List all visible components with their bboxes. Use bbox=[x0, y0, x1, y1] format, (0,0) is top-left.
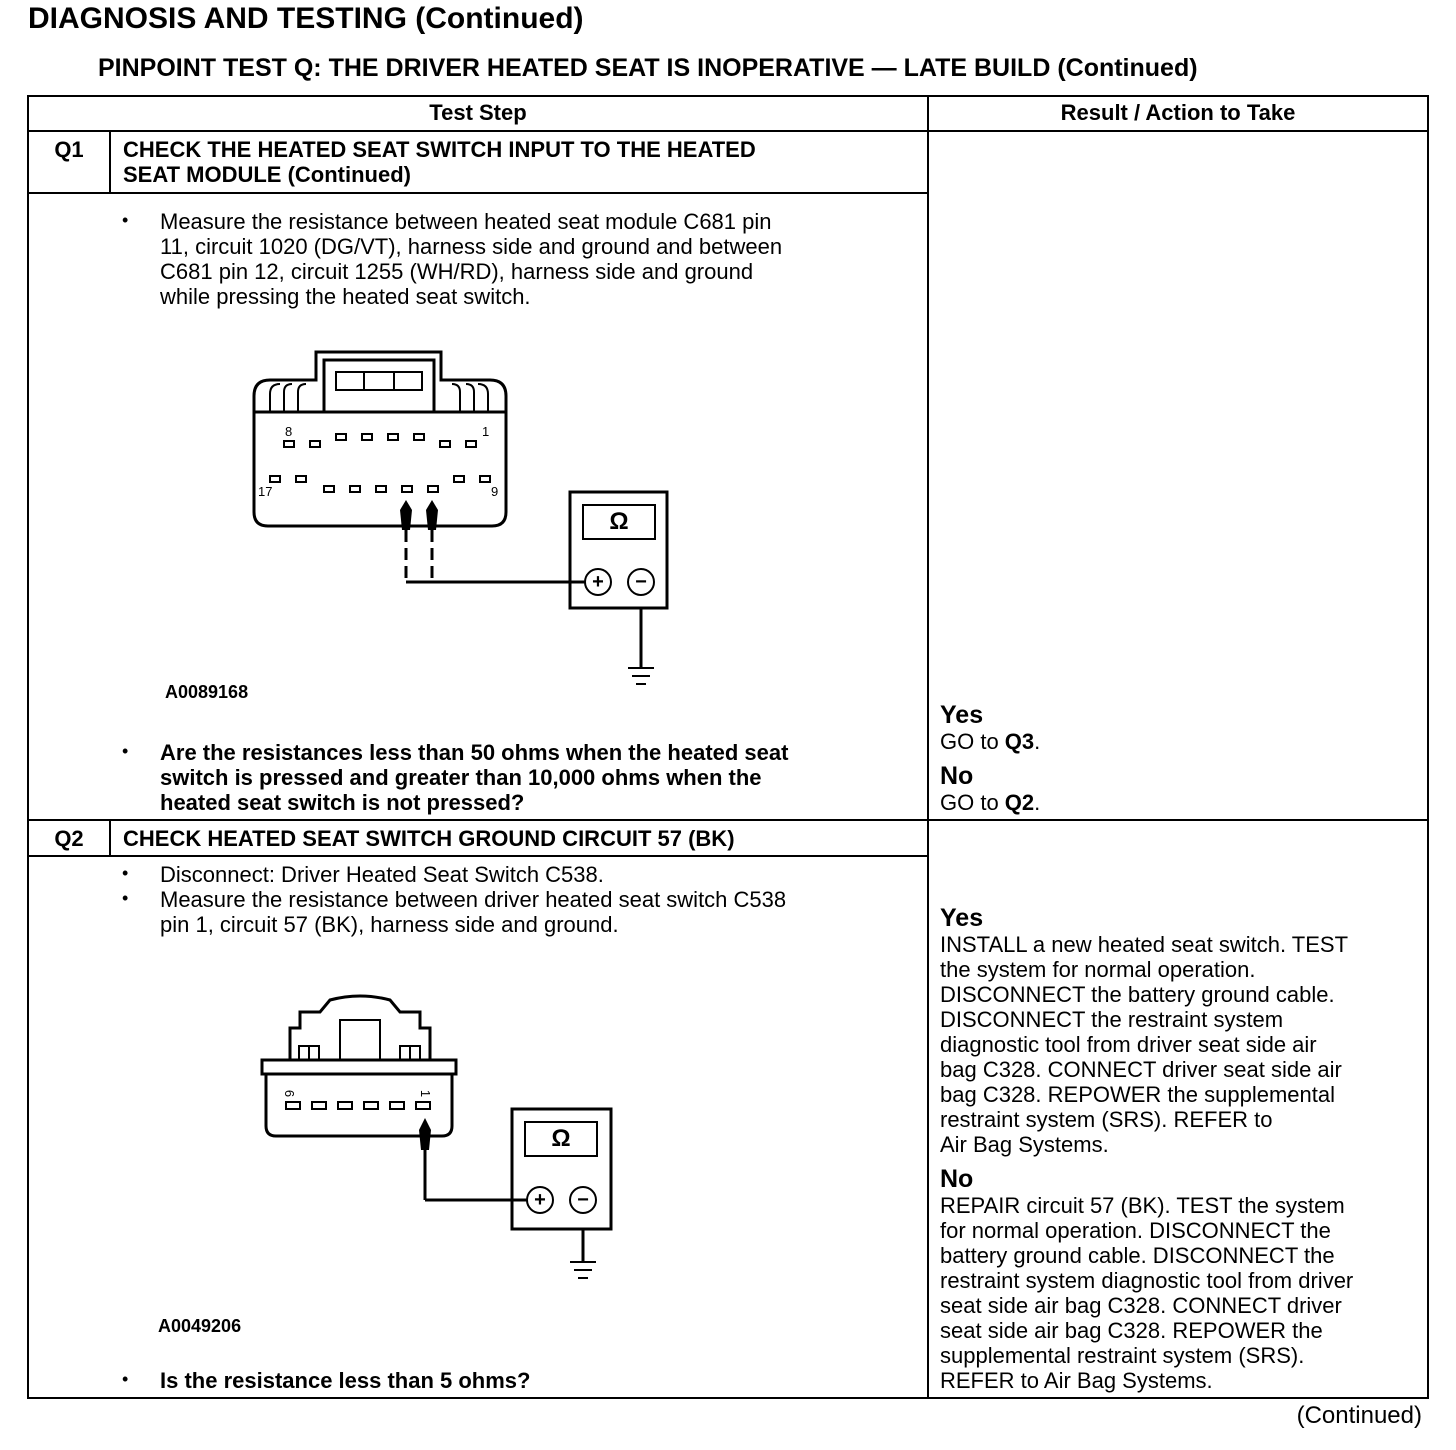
figure-id-q2: A0049206 bbox=[158, 1316, 242, 1336]
q2-yes-line: bag C328. CONNECT driver seat side air bbox=[940, 1057, 1342, 1082]
ohm-symbol: Ω bbox=[551, 1125, 571, 1152]
q2-yes-action bbox=[940, 932, 1348, 1157]
q2-yes-line: INSTALL a new heated seat switch. TEST bbox=[940, 932, 1349, 957]
pin-label-6: 6 bbox=[282, 1089, 298, 1098]
bullet: • bbox=[122, 741, 129, 761]
q2-yes-label: Yes bbox=[940, 904, 984, 932]
pin-label-8: 8 bbox=[285, 424, 293, 439]
q2-no-line: seat side air bag C328. CONNECT driver bbox=[940, 1293, 1342, 1318]
pinpoint-test-title: PINPOINT TEST Q: THE DRIVER HEATED SEAT IS INOPERATIVE — LATE BUILD (Continued) bbox=[98, 54, 1198, 82]
plus-terminal: + bbox=[534, 1189, 546, 1211]
column-header-test-step: Test Step bbox=[429, 100, 527, 125]
step-id-q2: Q2 bbox=[54, 826, 84, 851]
pin-label-1: 1 bbox=[418, 1089, 434, 1098]
pin-label-9: 9 bbox=[491, 484, 499, 499]
q2-no-line: REFER to Air Bag Systems. bbox=[940, 1368, 1213, 1393]
figure-id-q1: A0089168 bbox=[165, 682, 249, 702]
q1-yes-end: . bbox=[1034, 729, 1041, 754]
q2-no-line: restraint system diagnostic tool from driver bbox=[940, 1268, 1354, 1293]
q1-yes-label: Yes bbox=[940, 701, 984, 729]
q1-yes-go: GO to bbox=[940, 729, 1005, 754]
q2-yes-line: Air Bag Systems. bbox=[940, 1132, 1109, 1157]
q2-no-line: for normal operation. DISCONNECT the bbox=[940, 1218, 1331, 1243]
q2-no-line: battery ground cable. DISCONNECT the bbox=[940, 1243, 1335, 1268]
q1-no-target-link[interactable]: Q2 bbox=[1004, 790, 1035, 815]
q1-instruction-line2: 11, circuit 1020 (DG/VT), harness side and ground and between bbox=[160, 234, 783, 259]
bullet: • bbox=[122, 863, 129, 883]
minus-terminal: − bbox=[577, 1189, 589, 1211]
q1-instruction-line3: C681 pin 12, circuit 1255 (WH/RD), harness side and ground bbox=[160, 259, 754, 284]
column-header-result: Result / Action to Take bbox=[1060, 100, 1296, 125]
q1-instruction-line1: Measure the resistance between heated seat module C681 pin bbox=[160, 209, 772, 234]
q1-question-line2: switch is pressed and greater than 10,000 ohms when the bbox=[160, 765, 762, 790]
minus-terminal: − bbox=[635, 571, 647, 593]
q2-no-line: seat side air bag C328. REPOWER the bbox=[940, 1318, 1323, 1343]
q1-question-line1: Are the resistances less than 50 ohms when the heated seat bbox=[160, 740, 789, 765]
q1-question-line3: heated seat switch is not pressed? bbox=[160, 790, 525, 815]
continued-note: (Continued) bbox=[1296, 1402, 1422, 1429]
bullet: • bbox=[122, 888, 129, 908]
q2-no-line: supplemental restraint system (SRS). bbox=[940, 1343, 1305, 1368]
q1-no-end: . bbox=[1034, 790, 1041, 815]
q2-no-action bbox=[940, 1193, 1353, 1393]
page-title: DIAGNOSIS AND TESTING (Continued) bbox=[28, 2, 584, 35]
q1-instruction-line4: while pressing the heated seat switch. bbox=[160, 284, 531, 309]
step-id-q1: Q1 bbox=[54, 137, 84, 162]
bullet: • bbox=[122, 1369, 129, 1389]
q2-instruction-2-line2: pin 1, circuit 57 (BK), harness side and ground. bbox=[160, 912, 619, 937]
step-title-q1-line1: CHECK THE HEATED SEAT SWITCH INPUT TO THE HEATED bbox=[123, 137, 756, 162]
step-title-q1-line2: SEAT MODULE (Continued) bbox=[123, 162, 411, 187]
q2-instruction-2-line1: Measure the resistance between driver heated seat switch C538 bbox=[160, 887, 787, 912]
q1-yes-target-link[interactable]: Q3 bbox=[1004, 729, 1035, 754]
q2-yes-line: the system for normal operation. bbox=[940, 957, 1256, 982]
q2-no-label: No bbox=[940, 1165, 974, 1193]
q1-no-go: GO to bbox=[940, 790, 1005, 815]
q2-yes-line: DISCONNECT the restraint system bbox=[940, 1007, 1284, 1032]
q2-no-line: REPAIR circuit 57 (BK). TEST the system bbox=[940, 1193, 1345, 1218]
q2-yes-line: DISCONNECT the battery ground cable. bbox=[940, 982, 1335, 1007]
ohm-symbol: Ω bbox=[609, 508, 629, 535]
pin-label-17: 17 bbox=[258, 484, 273, 499]
q2-yes-line: diagnostic tool from driver seat side air bbox=[940, 1032, 1317, 1057]
bullet: • bbox=[122, 210, 129, 230]
q1-no-label: No bbox=[940, 762, 974, 790]
q2-instruction-1: Disconnect: Driver Heated Seat Switch C538. bbox=[160, 862, 604, 887]
pin-label-1: 1 bbox=[482, 424, 490, 439]
q2-yes-line: bag C328. REPOWER the supplemental bbox=[940, 1082, 1335, 1107]
q2-yes-line: restraint system (SRS). REFER to bbox=[940, 1107, 1273, 1132]
q2-question: Is the resistance less than 5 ohms? bbox=[160, 1368, 531, 1393]
step-title-q2: CHECK HEATED SEAT SWITCH GROUND CIRCUIT 57 (BK) bbox=[123, 826, 735, 851]
plus-terminal: + bbox=[592, 571, 604, 593]
